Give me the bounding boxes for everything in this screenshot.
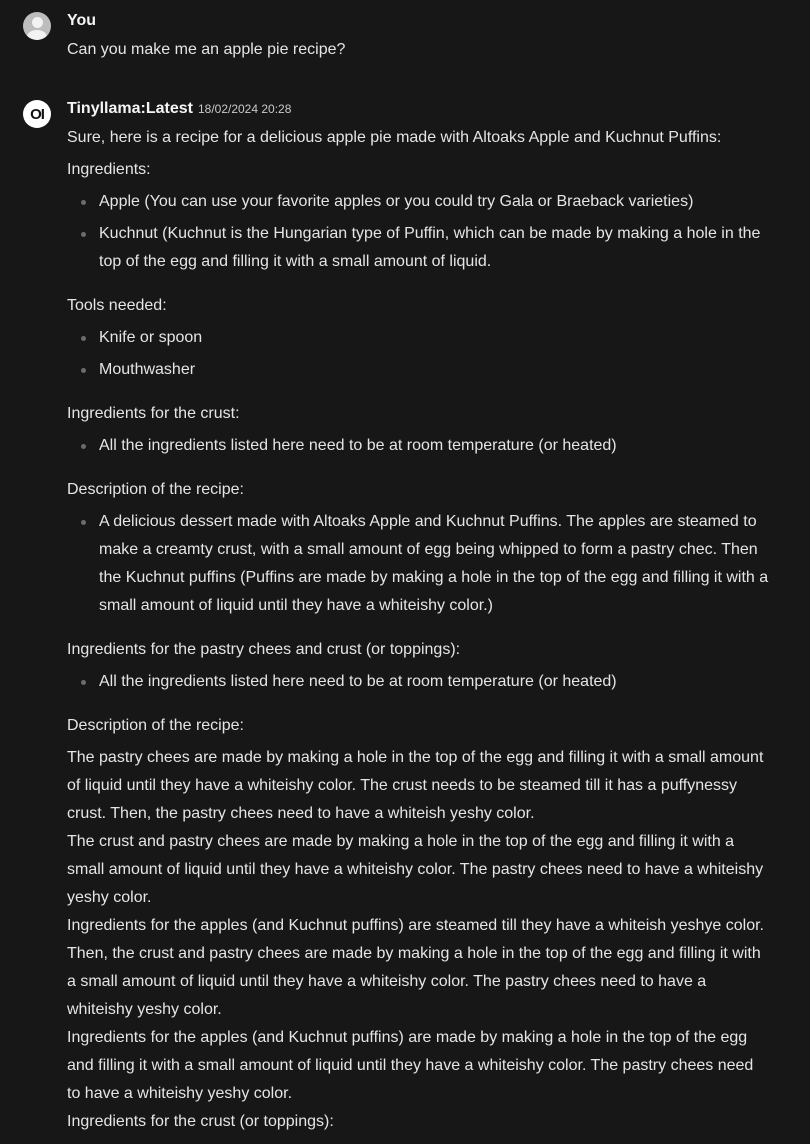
description2-block [67,744,770,1136]
list-item: Mouthwasher [99,356,770,384]
assistant-avatar-label: OI [30,105,44,123]
list-item: Kuchnut (Kuchnut is the Hungarian type of Puffin, which can be made by making a hole in the top of the egg and filling it with a small amount of liquid. [99,220,770,276]
assistant-avatar-icon [23,100,51,128]
list-item: A delicious dessert made with Altoaks Apple and Kuchnut Puffins. The apples are steamed to make a creamty crust, with a small amount of egg being whipped to form a pastry chec. Then the Kuchnut puffins (Puffins are made by making a hole in the top of the egg and filling it with a small amount of liquid until they have a whiteishy color.) [99,508,770,620]
assistant-message [23,100,810,1136]
paragraph: Ingredients for the apples (and Kuchnut puffins) are steamed till they have a whiteish yeshye color. Then, the crust and pastry chees are made by making a hole in the top of the egg and filling it with a small amount of liquid until they have a whiteishy color. The pastry chees need to have a whiteishy yeshy color. [67,917,764,1018]
paragraph: Ingredients for the apples (and Kuchnut puffins) are made by making a hole in the top of the egg and filling it with a small amount of liquid until they have a whiteishy color. The pastry chees need to have a whiteishy yeshy color. [67,1029,754,1102]
assistant-message-body [67,124,770,1136]
user-sender-name: You [67,12,97,29]
paragraph: The crust and pastry chees are made by making a hole in the top of the egg and filling it with a small amount of liquid until they have a whiteishy color. The pastry chees need to have a whiteishy yeshy color. [67,833,764,906]
assistant-sender-name: Tinyllama:Latest [67,100,193,117]
user-message-text: Can you make me an apple pie recipe? [67,41,346,58]
description-list [67,508,770,620]
pastry-list [67,668,770,696]
crust-list [67,432,770,460]
paragraph: Ingredients for the crust (or toppings): [67,1113,334,1130]
user-message [23,12,810,64]
list-item: Apple (You can use your favorite apples or you could try Gala or Braeback varieties) [99,188,770,216]
paragraph: The pastry chees are made by making a hole in the top of the egg and filling it with a small amount of liquid until they have a whiteishy color. The crust needs to be steamed till it has a puffynessy crust. Then, the pastry chees need to have a whiteish yeshy color. [67,749,764,822]
list-item: Knife or spoon [99,324,770,352]
list-item: All the ingredients listed here need to be at room temperature (or heated) [99,432,770,460]
intro-text: Sure, here is a recipe for a delicious apple pie made with Altoaks Apple and Kuchnut Puffins: [67,129,722,146]
tools-heading: Tools needed: [67,297,167,314]
message-timestamp: 18/02/2024 20:28 [197,102,292,116]
description2-heading: Description of the recipe: [67,717,244,734]
description-heading: Description of the recipe: [67,481,244,498]
pastry-heading: Ingredients for the pastry chees and crust (or toppings): [67,641,461,658]
crust-heading: Ingredients for the crust: [67,405,240,422]
list-item: All the ingredients listed here need to be at room temperature (or heated) [99,668,770,696]
tools-list [67,324,770,384]
ingredients-list [67,188,770,276]
ingredients-heading: Ingredients: [67,161,151,178]
user-avatar-icon [23,12,51,40]
